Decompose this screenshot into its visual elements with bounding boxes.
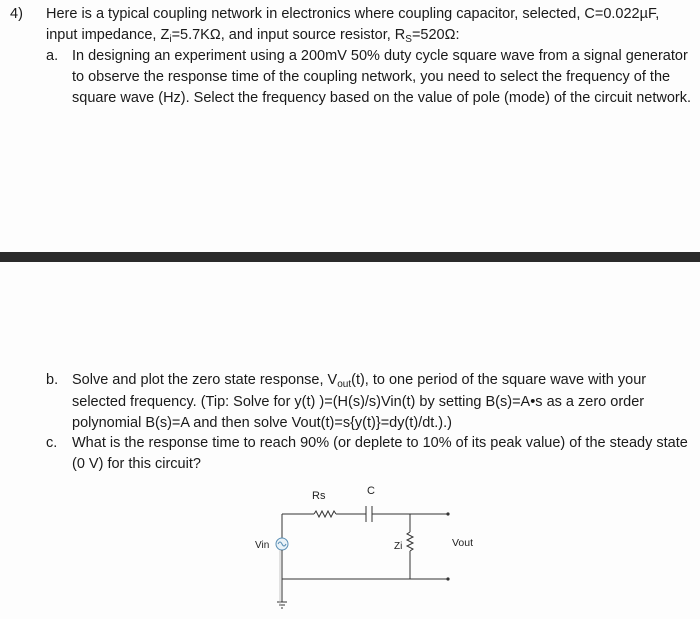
part-a-text: In designing an experiment using a 200mV 50% duty cycle square wave from a signal generator to observe the response time of the coupling network, you need to select the frequency of the square wave (Hz). Select the frequency based on the value of pole (mode) of the circuit network. (72, 48, 691, 106)
question-stem (46, 4, 686, 47)
stem-line-1: Here is a typical coupling network in electronics where coupling capacitor, selected, C=0.022µF, (46, 6, 660, 22)
vout-terminal-bottom (446, 577, 449, 580)
part-b-text (72, 370, 688, 434)
section-divider (0, 252, 700, 262)
part-b-text-post: (t), to one period of the square wave with your selected frequency. (Tip: Solve for y(t) )=(H(s)/s)Vin(t) by setting B(s)=A•s as a zero order polynomial B(s)=A and then solve Vout(t)=s{y(t)}=dy(t)/dt.).) (72, 372, 647, 431)
zi-label: Zi (394, 541, 403, 552)
part-a-label: a. (46, 48, 59, 64)
part-b-label: b. (46, 372, 59, 388)
stem-line-2-post: =520Ω: (411, 27, 460, 43)
zi-subscript: i (169, 34, 172, 45)
coupling-circuit-diagram (240, 478, 500, 619)
part-b-text-pre: Solve and plot the zero state response, V (72, 372, 338, 388)
rs-label: Rs (312, 490, 326, 502)
zi-resistor-symbol (407, 514, 413, 579)
rs-subscript: S (405, 34, 412, 45)
question-number: 4) (10, 6, 23, 22)
part-c-text: What is the response time to reach 90% (or deplete to 10% of its peak value) of the steady state (0 V) for this circuit? (72, 435, 688, 472)
vout-subscript: out (337, 379, 352, 390)
c-label: C (367, 485, 375, 497)
vout-terminal-top (446, 512, 449, 515)
part-c-label: c. (46, 435, 58, 451)
stem-line-2-mid: =5.7KΩ, and input source resistor, R (171, 27, 406, 43)
vin-source-symbol (276, 538, 288, 550)
top-wire (282, 514, 448, 538)
rs-resistor-symbol (314, 511, 336, 517)
vin-label: Vin (255, 540, 270, 551)
stem-line-2-pre: input impedance, Z (46, 27, 170, 43)
vout-label: Vout (452, 537, 474, 549)
capacitor-symbol (366, 506, 372, 522)
